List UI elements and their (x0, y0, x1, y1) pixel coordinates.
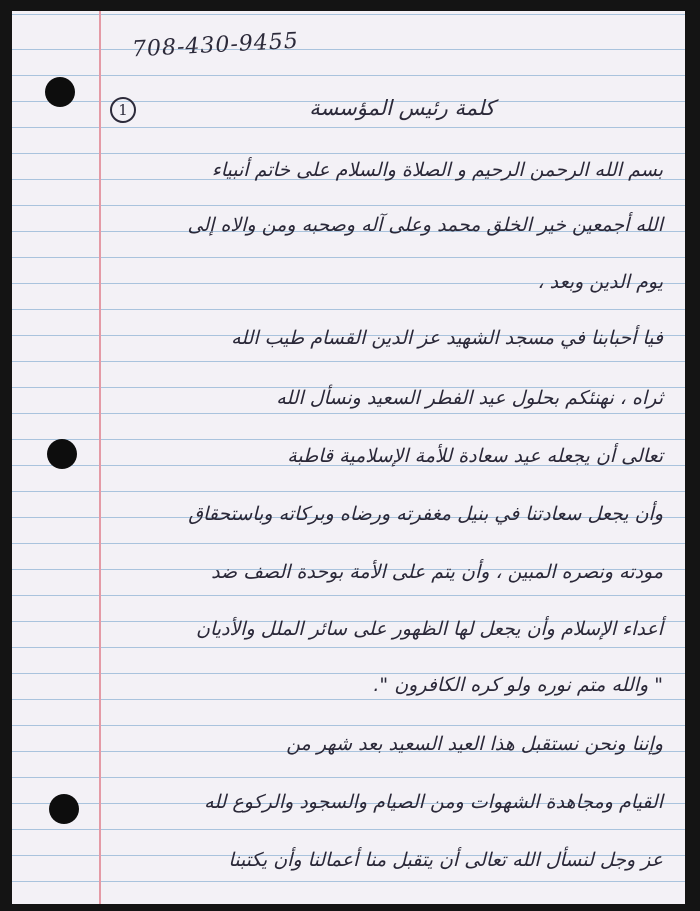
text-line: تعالى أن يجعله عيد سعادة للأمة الإسلامية قاطبة (287, 445, 663, 467)
text-line: ثراه ، نهنئكم بحلول عيد الفطر السعيد ونسأل الله (276, 387, 663, 409)
phone-number: 708-430-9455 (131, 28, 300, 63)
text-line: عز وجل لنسأل الله تعالى أن يتقبل منا أعمالنا وأن يكتبنا (228, 849, 663, 871)
page-number: 1 (110, 97, 136, 123)
notebook-page (12, 11, 685, 904)
text-line: فيا أحبابنا في مسجد الشهيد عز الدين القسام طيب الله (231, 327, 663, 349)
text-line: مودته ونصره المبين ، وأن يتم على الأمة بوحدة الصف ضد (211, 561, 663, 583)
page-heading: كلمة رئيس المؤسسة (309, 96, 495, 120)
text-line: بسم الله الرحمن الرحيم و الصلاة والسلام على خاتم أنبياء (211, 159, 663, 181)
text-line: " والله متم نوره ولو كره الكافرون ". (373, 674, 663, 696)
text-line: وأن يجعل سعادتنا في بنيل مغفرته ورضاه وبركاته وباستحقاق (188, 503, 663, 525)
text-line: القيام ومجاهدة الشهوات ومن الصيام والسجود والركوع لله (204, 791, 663, 813)
text-line: الله أجمعين خير الخلق محمد وعلى آله وصحبه ومن والاه إلى (187, 214, 663, 236)
text-line: أعداء الإسلام وأن يجعل لها الظهور على سائر الملل والأديان (195, 618, 663, 640)
text-line: يوم الدين وبعد ، (537, 271, 663, 293)
handwritten-text-body (12, 11, 685, 904)
text-line: وإننا ونحن نستقبل هذا العيد السعيد بعد شهر من (286, 733, 663, 755)
